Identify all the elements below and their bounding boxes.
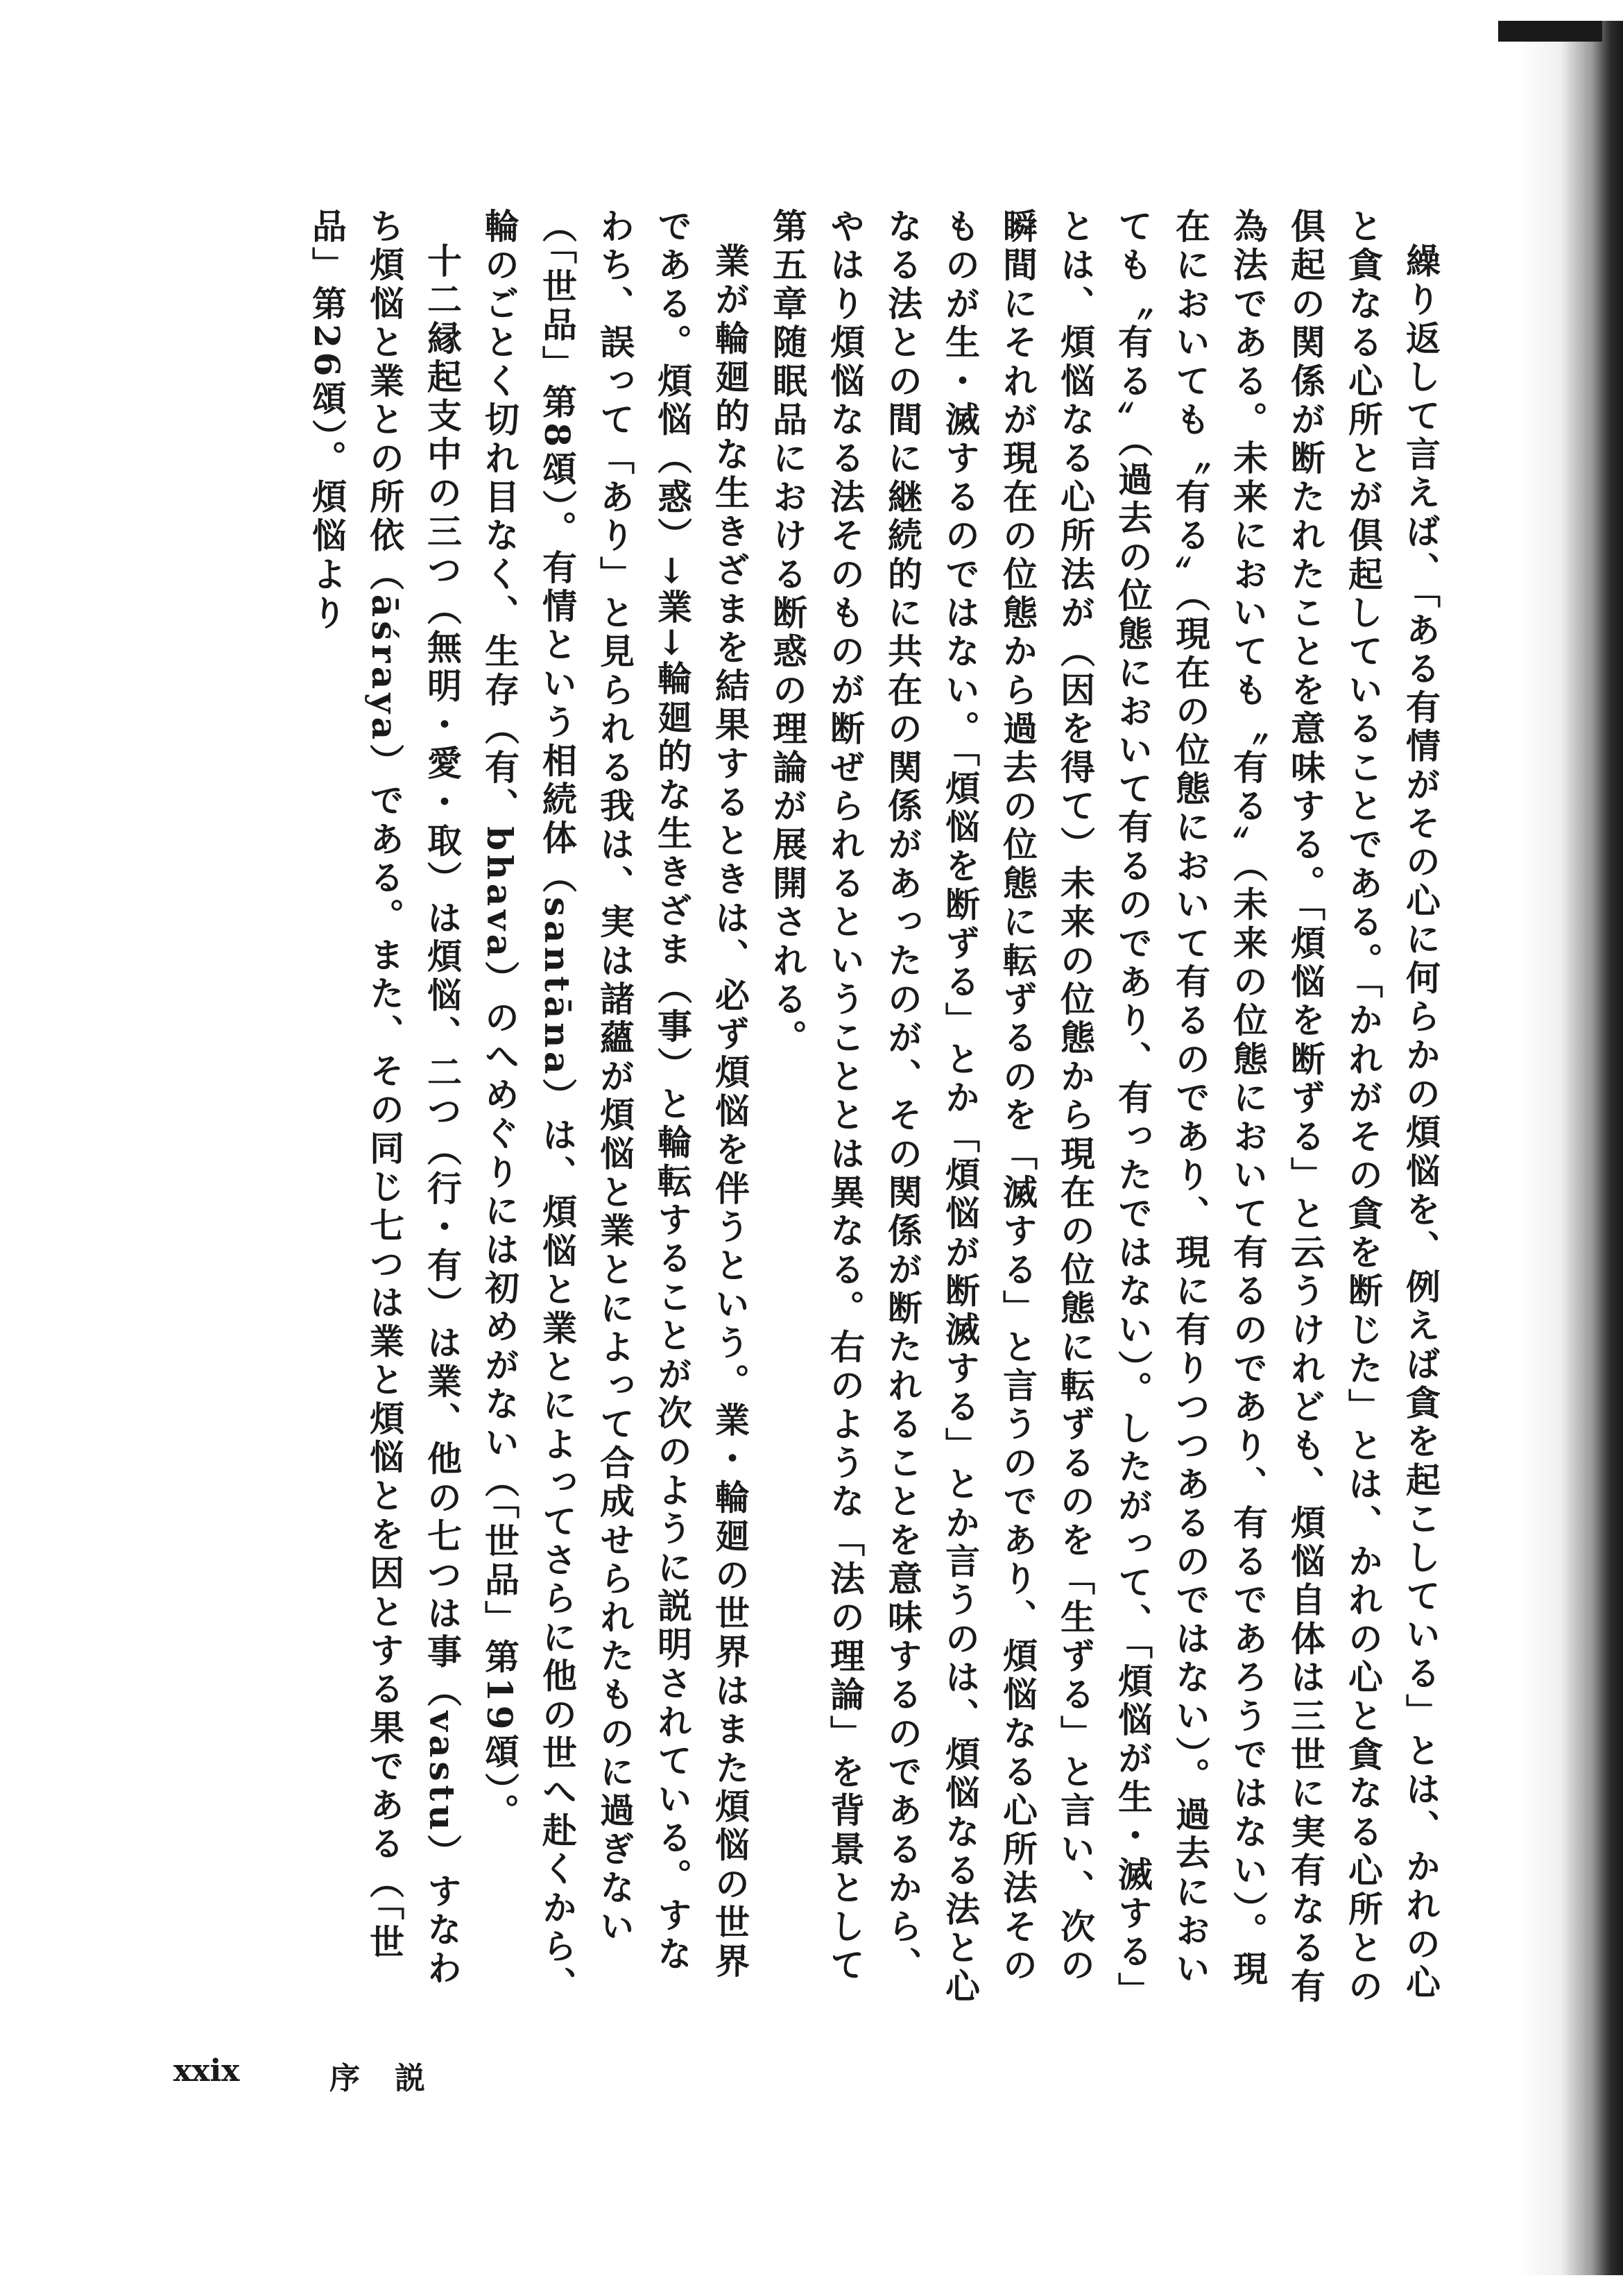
page-edge-top-bar	[1498, 21, 1602, 42]
paragraph-2: 業が輪廻的な生きざまを結果するときは、必ず煩悩を伴うという。業・輪廻の世界はまた煩悩の世界である。煩悩（惑）→業→輪廻的な生きざま（事）と輪転することが次のように説明されている。すなわち、誤って「あり」と見られる我は、実は諸蘊が煩悩と業とによって合成せられたものに過ぎない（「世品」第8頌）。有情という相続体（santāna）は、煩悩と業とによってさらに他の世へ赴くから、輪のごとく切れ目なく、生存（有、bhava）のへめぐりには初めがない（「世品」第19頌）。	[479, 208, 750, 2005]
paragraph-3: 十二縁起支中の三つ（無明・愛・取）は煩悩、二つ（行・有）は業、他の七つは事（vastu）すなわち煩悩と業との所依（āśraya）である。また、その同じ七つは業と煩悩とを因とする果である（「世品」第26頌）。煩悩より	[307, 208, 463, 1989]
main-text	[173, 208, 1450, 2012]
paragraph-1: 繰り返して言えば、「ある有情がその心に何らかの煩悩を、例えば貪を起こしている」とは、かれの心と貪なる心所とが倶起していることである。「かれがその貪を断じた」とは、かれの心と貪なる心所との倶起の関係が断たれたことを意味する。「煩悩を断ずる」と云うけれども、煩悩自体は三世に実有なる有為法である。未来においても〝有る〟（未来の位態において有るのであり、有るであろうではない）。現在においても〝有る〟（現在の位態において有るのであり、現に有りつつあるのではない）。過去においても〝有る〟（過去の位態において有るのであり、有ったではない）。したがって、「煩悩が生・滅する」とは、煩悩なる心所法が（因を得て）未来の位態から現在の位態に転ずるのを「生ずる」と言い、次の瞬間にそれが現在の位態から過去の位態に転ずるのを「滅する」と言うのであり、煩悩なる心所法そのものが生・滅するのではない。「煩悩を断ずる」とか「煩悩が断滅する」とか言うのは、煩悩なる法と心なる法との間に継続的に共在の関係があったのが、その関係が断たれることを意味するのであるから、やはり煩悩なる法そのものが断ぜられるということとは異なる。右のような「法の理論」を背景として第五章随眠品における断惑の理論が展開される。	[767, 208, 1441, 2011]
page-footer	[173, 2053, 520, 2095]
page-number: xxix	[173, 2053, 240, 2089]
page-edge-shadow	[1519, 21, 1623, 2275]
running-title: 序説	[329, 2061, 460, 2096]
